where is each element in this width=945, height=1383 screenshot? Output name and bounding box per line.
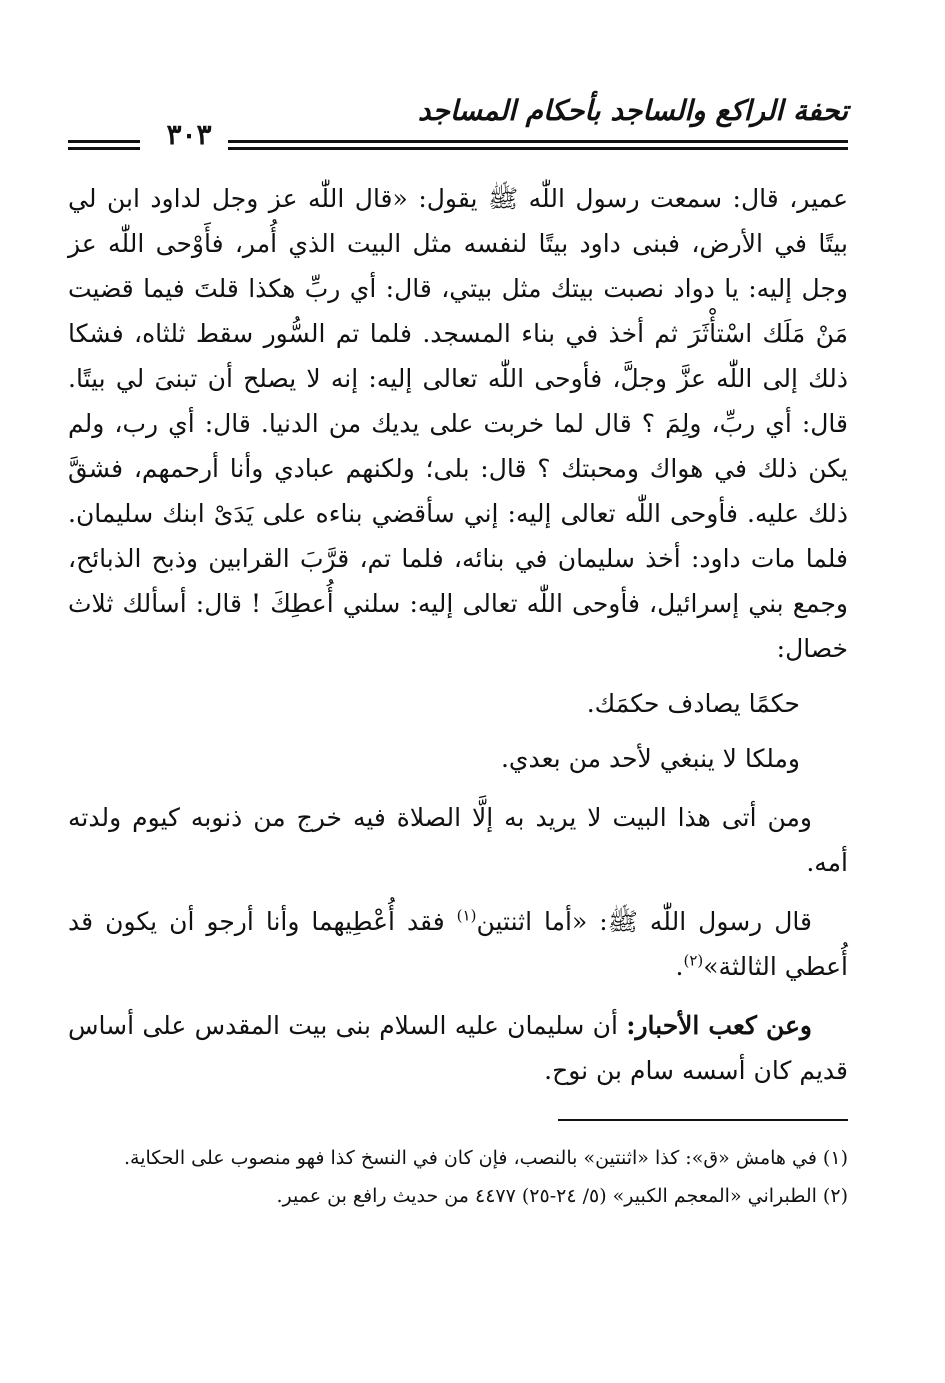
main-text (68, 176, 848, 1093)
page-number: ٣٠٣ (166, 118, 212, 151)
paragraph-hadith: عمير، قال: سمعت رسول اللّٰه ﷺ يقول: «قال اللّٰه عز وجل لداود ابن لي بيتًا في الأرض، فبنى داود بيتًا لنفسه مثل البيت الذي أُمر، فأَوْحى اللّٰه عز وجل إليه: يا دواد نصبت بيتك مثل بيتي، قال: أي ربِّ هكذا قلتَ فيما قضيت مَنْ مَلَك اسْتأْثَرَ ثم أخذ في بناء المسجد. فلما تم السُّور سقط ثلثاه، فشكا ذلك إلى اللّٰه عزَّ وجلَّ، فأوحى اللّٰه تعالى إليه: إنه لا يصلح أن تبنىَ لي بيتًا. قال: أي ربِّ، ولِمَ ؟ قال لما خربت على يديك من الدنيا. قال: أي رب، ولم يكن ذلك في هواك ومحبتك ؟ قال: بلى؛ ولكنهم عبادي وأنا أرحمهم، فشقَّ ذلك عليه. فأوحى اللّٰه تعالى إليه: إني سأقضي بناءه على يَدَىْ ابنك سليمان. فلما مات داود: أخذ سليمان في بنائه، فلما تم، قرَّبَ القرابين وذبح الذبائح، وجمع بني إسرائيل، فأوحى اللّٰه تعالى إليه: سلني أُعطِكَ ! قال: أسألك ثلاث خصال: (68, 184, 848, 663)
header-rule-left (68, 140, 140, 143)
book-page (68, 88, 848, 1215)
footnote-ref-1[interactable]: (١) (456, 906, 477, 925)
paragraph-kaab (68, 1003, 848, 1093)
saying-end: . (675, 952, 684, 981)
list-item-kingdom: وملكا لا ينبغي لأحد من بعدي. (500, 744, 800, 773)
narrator-name: وعن كعب الأحبار: (626, 1011, 812, 1040)
footnote-separator (558, 1119, 848, 1121)
paragraph-prophet-saying (68, 899, 848, 989)
footnote-ref-2[interactable]: (٢) (683, 951, 704, 970)
book-title: تحفة الراكع والساجد بأحكام المساجد (417, 94, 848, 127)
saying-part-a: قال رسول اللّٰه ﷺ: «أما اثنتين (476, 907, 812, 936)
footnote-2: (٢) الطبراني «المعجم الكبير» (٥/ ٢٤-٢٥) ٤٤٧٧ من حديث رافع بن عمير. (276, 1185, 848, 1207)
saying-part-b: فقد أُعْطِيهما وأنا أرجو أن يكون قد أُعطي الثالثة» (68, 907, 848, 981)
header-rule-right (228, 140, 848, 143)
footnotes (68, 1139, 848, 1215)
kaab-text: أن سليمان عليه السلام بنى بيت المقدس على أساس قديم كان أسسه سام بن نوح. (68, 1011, 848, 1085)
list-item-visitor: ومن أتى هذا البيت لا يريد به إلَّا الصلاة فيه خرج من ذنوبه كيوم ولدته أمه. (68, 803, 848, 877)
footnote-1: (١) في هامش «ق»: كذا «اثنتين» بالنصب، فإن كان في النسخ كذا فهو منصوب على الحكاية. (124, 1147, 848, 1169)
running-header (68, 88, 848, 154)
list-item-wisdom: حكمًا يصادف حكمَك. (586, 689, 800, 718)
